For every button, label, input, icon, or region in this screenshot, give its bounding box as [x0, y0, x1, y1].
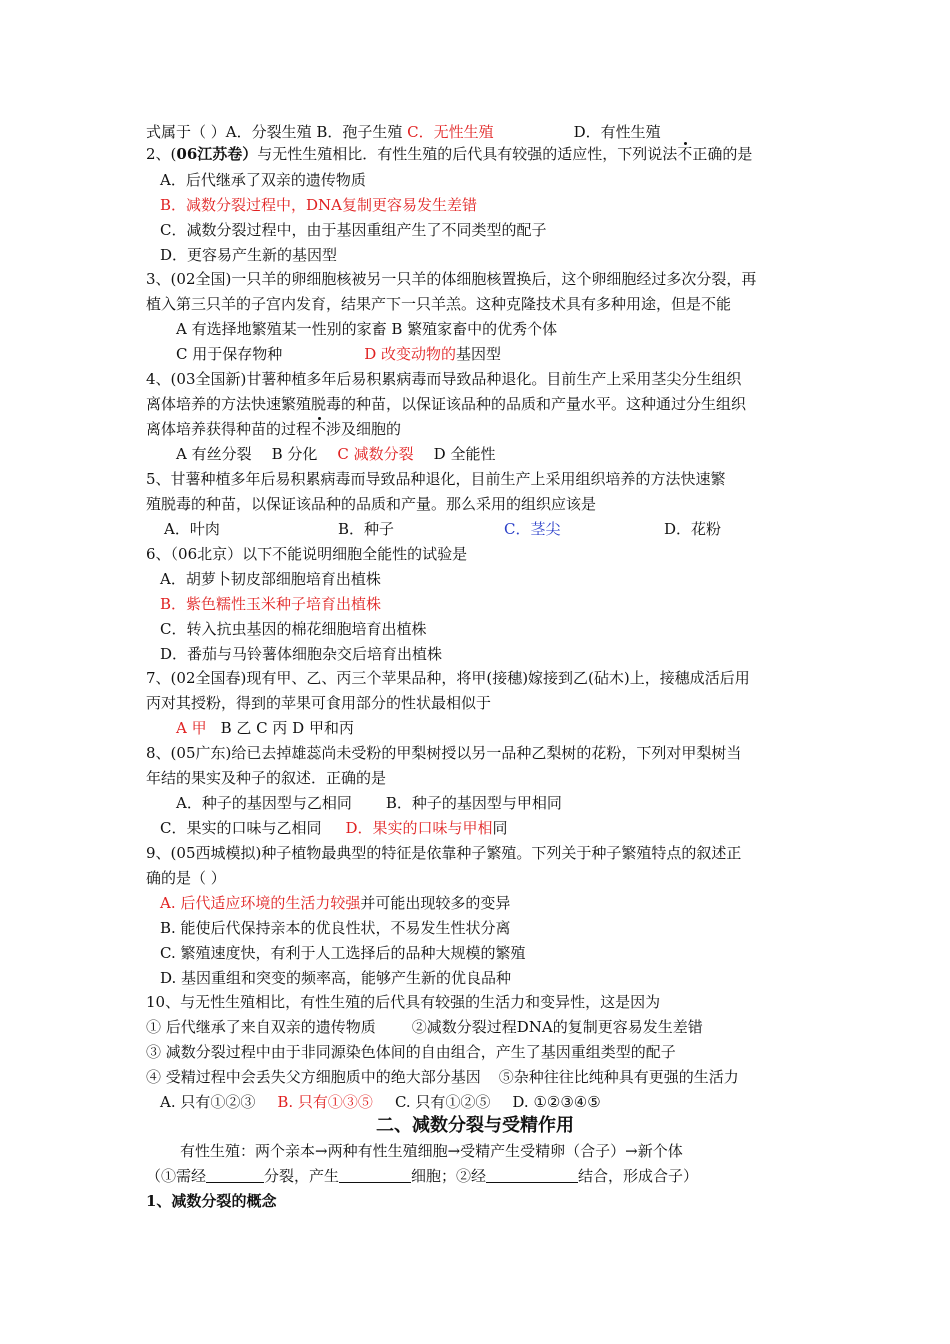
- q10-statements-1-2: ① 后代继承了来自双亲的遗传物质 ②减数分裂过程DNA的复制更容易发生差错: [146, 1018, 703, 1036]
- question-8-line-1: 8、(05广东)给已去掉雄蕊尚未受粉的甲梨树授以另一品种乙梨树的花粉，下列对甲梨树当: [146, 744, 742, 762]
- q5-options: A．叶肉 B．种子 C．茎尖 D．花粉: [164, 520, 722, 538]
- q8-options-cd: C．果实的口味与乙相同 D．果实的口味与甲相同: [160, 819, 508, 837]
- q6-option-d: D．番茄与马铃薯体细胞杂交后培育出植株: [160, 645, 443, 663]
- q9-option-d: D. 基因重组和突变的频率高，能够产生新的优良品种: [160, 969, 512, 987]
- q3-options-ab: A 有选择地繁殖某一性别的家畜 B 繁殖家畜中的优秀个体: [176, 320, 558, 338]
- question-9-line-1: 9、(05西城模拟)种子植物最典型的特征是依靠种子繁殖。下列关于种子繁殖特点的叙述正: [146, 844, 742, 862]
- question-4-line-3: 离体培养获得种苗的过程不涉及细胞的: [146, 420, 402, 438]
- question-8-line-2: 年结的果实及种子的叙述．正确的是: [146, 769, 387, 787]
- fill-in-blanks-line: （①需经 分裂，产生 细胞；②经 结合，形成合子）: [146, 1167, 699, 1185]
- q2-option-a: A．后代继承了双亲的遗传物质: [160, 171, 366, 189]
- q7-answer: A 甲: [176, 719, 207, 737]
- blank-1[interactable]: [206, 1166, 264, 1183]
- question-3-line-1: 3、(02全国)一只羊的卵细胞核被另一只羊的体细胞核置换后，这个卵细胞经过多次分裂，再: [146, 270, 757, 288]
- q1-answer: C．无性生殖: [407, 123, 494, 141]
- q10-statements-4-5: ④ 受精过程中会丢失父方细胞质中的绝大部分基因 ⑤杂种往往比纯种具有更强的生活力: [146, 1068, 739, 1086]
- question-9-line-2: 确的是（ ）: [146, 869, 226, 887]
- question-2: 2、(06江苏卷）与无性生殖相比．有性生殖的后代具有较强的适应性，下列说法不正确的是: [146, 145, 753, 163]
- question-7-line-1: 7、(02全国春)现有甲、乙、丙三个苹果品种，将甲(接穗)嫁接到乙(砧木)上，接穗成活后用: [146, 669, 750, 687]
- q7-options: A 甲 B 乙 C 丙 D 甲和丙: [176, 719, 354, 737]
- question-6: 6、（06北京）以下不能说明细胞全能性的试验是: [146, 545, 468, 563]
- q1-options-line: 式属于（ ）A．分裂生殖 B．孢子生殖 C．无性生殖 D．有性生殖: [146, 123, 661, 141]
- question-5-line-1: 5、甘薯种植多年后易积累病毒而导致品种退化，目前生产上采用组织培养的方法快速繁: [146, 470, 726, 488]
- question-7-line-2: 丙对其授粉，得到的苹果可食用部分的性状最相似于: [146, 694, 492, 712]
- question-5-line-2: 殖脱毒的种苗，以保证该品种的品质和产量。那么采用的组织应该是: [146, 495, 597, 513]
- q9-option-c: C. 繁殖速度快，有利于人工选择后的品种大规模的繁殖: [160, 944, 526, 962]
- subsection-heading: 1、减数分裂的概念: [146, 1192, 277, 1210]
- blank-3[interactable]: [486, 1166, 578, 1183]
- q9-answer: A. 后代适应环境的生活力较强: [160, 894, 361, 912]
- q6-option-c: C．转入抗虫基因的棉花细胞培育出植株: [160, 620, 427, 638]
- q3-answer: D 改变动物的: [364, 345, 457, 363]
- sexual-reproduction-summary: 有性生殖：两个亲本→两种有性生殖细胞→受精产生受精卵（合子）→新个体: [180, 1142, 683, 1160]
- q4-answer: C 减数分裂: [337, 445, 414, 463]
- section-heading: 二、减数分裂与受精作用: [376, 1115, 574, 1136]
- blank-2[interactable]: [339, 1166, 411, 1183]
- question-3-line-2: 植入第三只羊的子宫内发育，结果产下一只羊羔。这种克隆技术具有多种用途，但是不能: [146, 295, 732, 313]
- question-4-line-2: 离体培养的方法快速繁殖脱毒的种苗，以保证该品种的品质和产量水平。这种通过分生组织: [146, 395, 747, 413]
- q4-options: A 有丝分裂 B 分化 C 减数分裂 D 全能性: [176, 445, 496, 463]
- q3-options-cd: C 用于保存物种 D 改变动物的基因型: [176, 345, 502, 363]
- q8-answer: D．果实的口味与甲相: [345, 819, 493, 837]
- q2-option-c: C．减数分裂过程中，由于基因重组产生了不同类型的配子: [160, 221, 547, 239]
- q6-option-b-answer: B．紫色糯性玉米种子培育出植株: [160, 595, 382, 613]
- q10-statement-3: ③ 减数分裂过程中由于非同源染色体间的自由组合，产生了基因重组类型的配子: [146, 1043, 676, 1061]
- q5-answer: C．茎尖: [504, 520, 561, 538]
- q10-answer: B. 只有①③⑤: [277, 1093, 373, 1111]
- q9-option-a: A. 后代适应环境的生活力较强并可能出现较多的变异: [160, 894, 511, 912]
- q2-option-b-answer: B．减数分裂过程中，DNA复制更容易发生差错: [160, 196, 478, 214]
- q2-option-d: D．更容易产生新的基因型: [160, 246, 338, 264]
- q9-option-b: B. 能使后代保持亲本的优良性状，不易发生性状分离: [160, 919, 511, 937]
- q8-options-ab: A．种子的基因型与乙相同 B．种子的基因型与甲相同: [176, 794, 562, 812]
- question-4-line-1: 4、(03全国新)甘薯种植多年后易积累病毒而导致品种退化。目前生产上采用茎尖分生组织: [146, 370, 742, 388]
- question-10: 10、与无性生殖相比，有性生殖的后代具有较强的生活力和变异性，这是因为: [146, 993, 661, 1011]
- q10-options: A. 只有①②③ B. 只有①③⑤ C. 只有①②⑤ D. ①②③④⑤: [160, 1093, 601, 1111]
- q6-option-a: A．胡萝卜韧皮部细胞培育出植株: [160, 570, 381, 588]
